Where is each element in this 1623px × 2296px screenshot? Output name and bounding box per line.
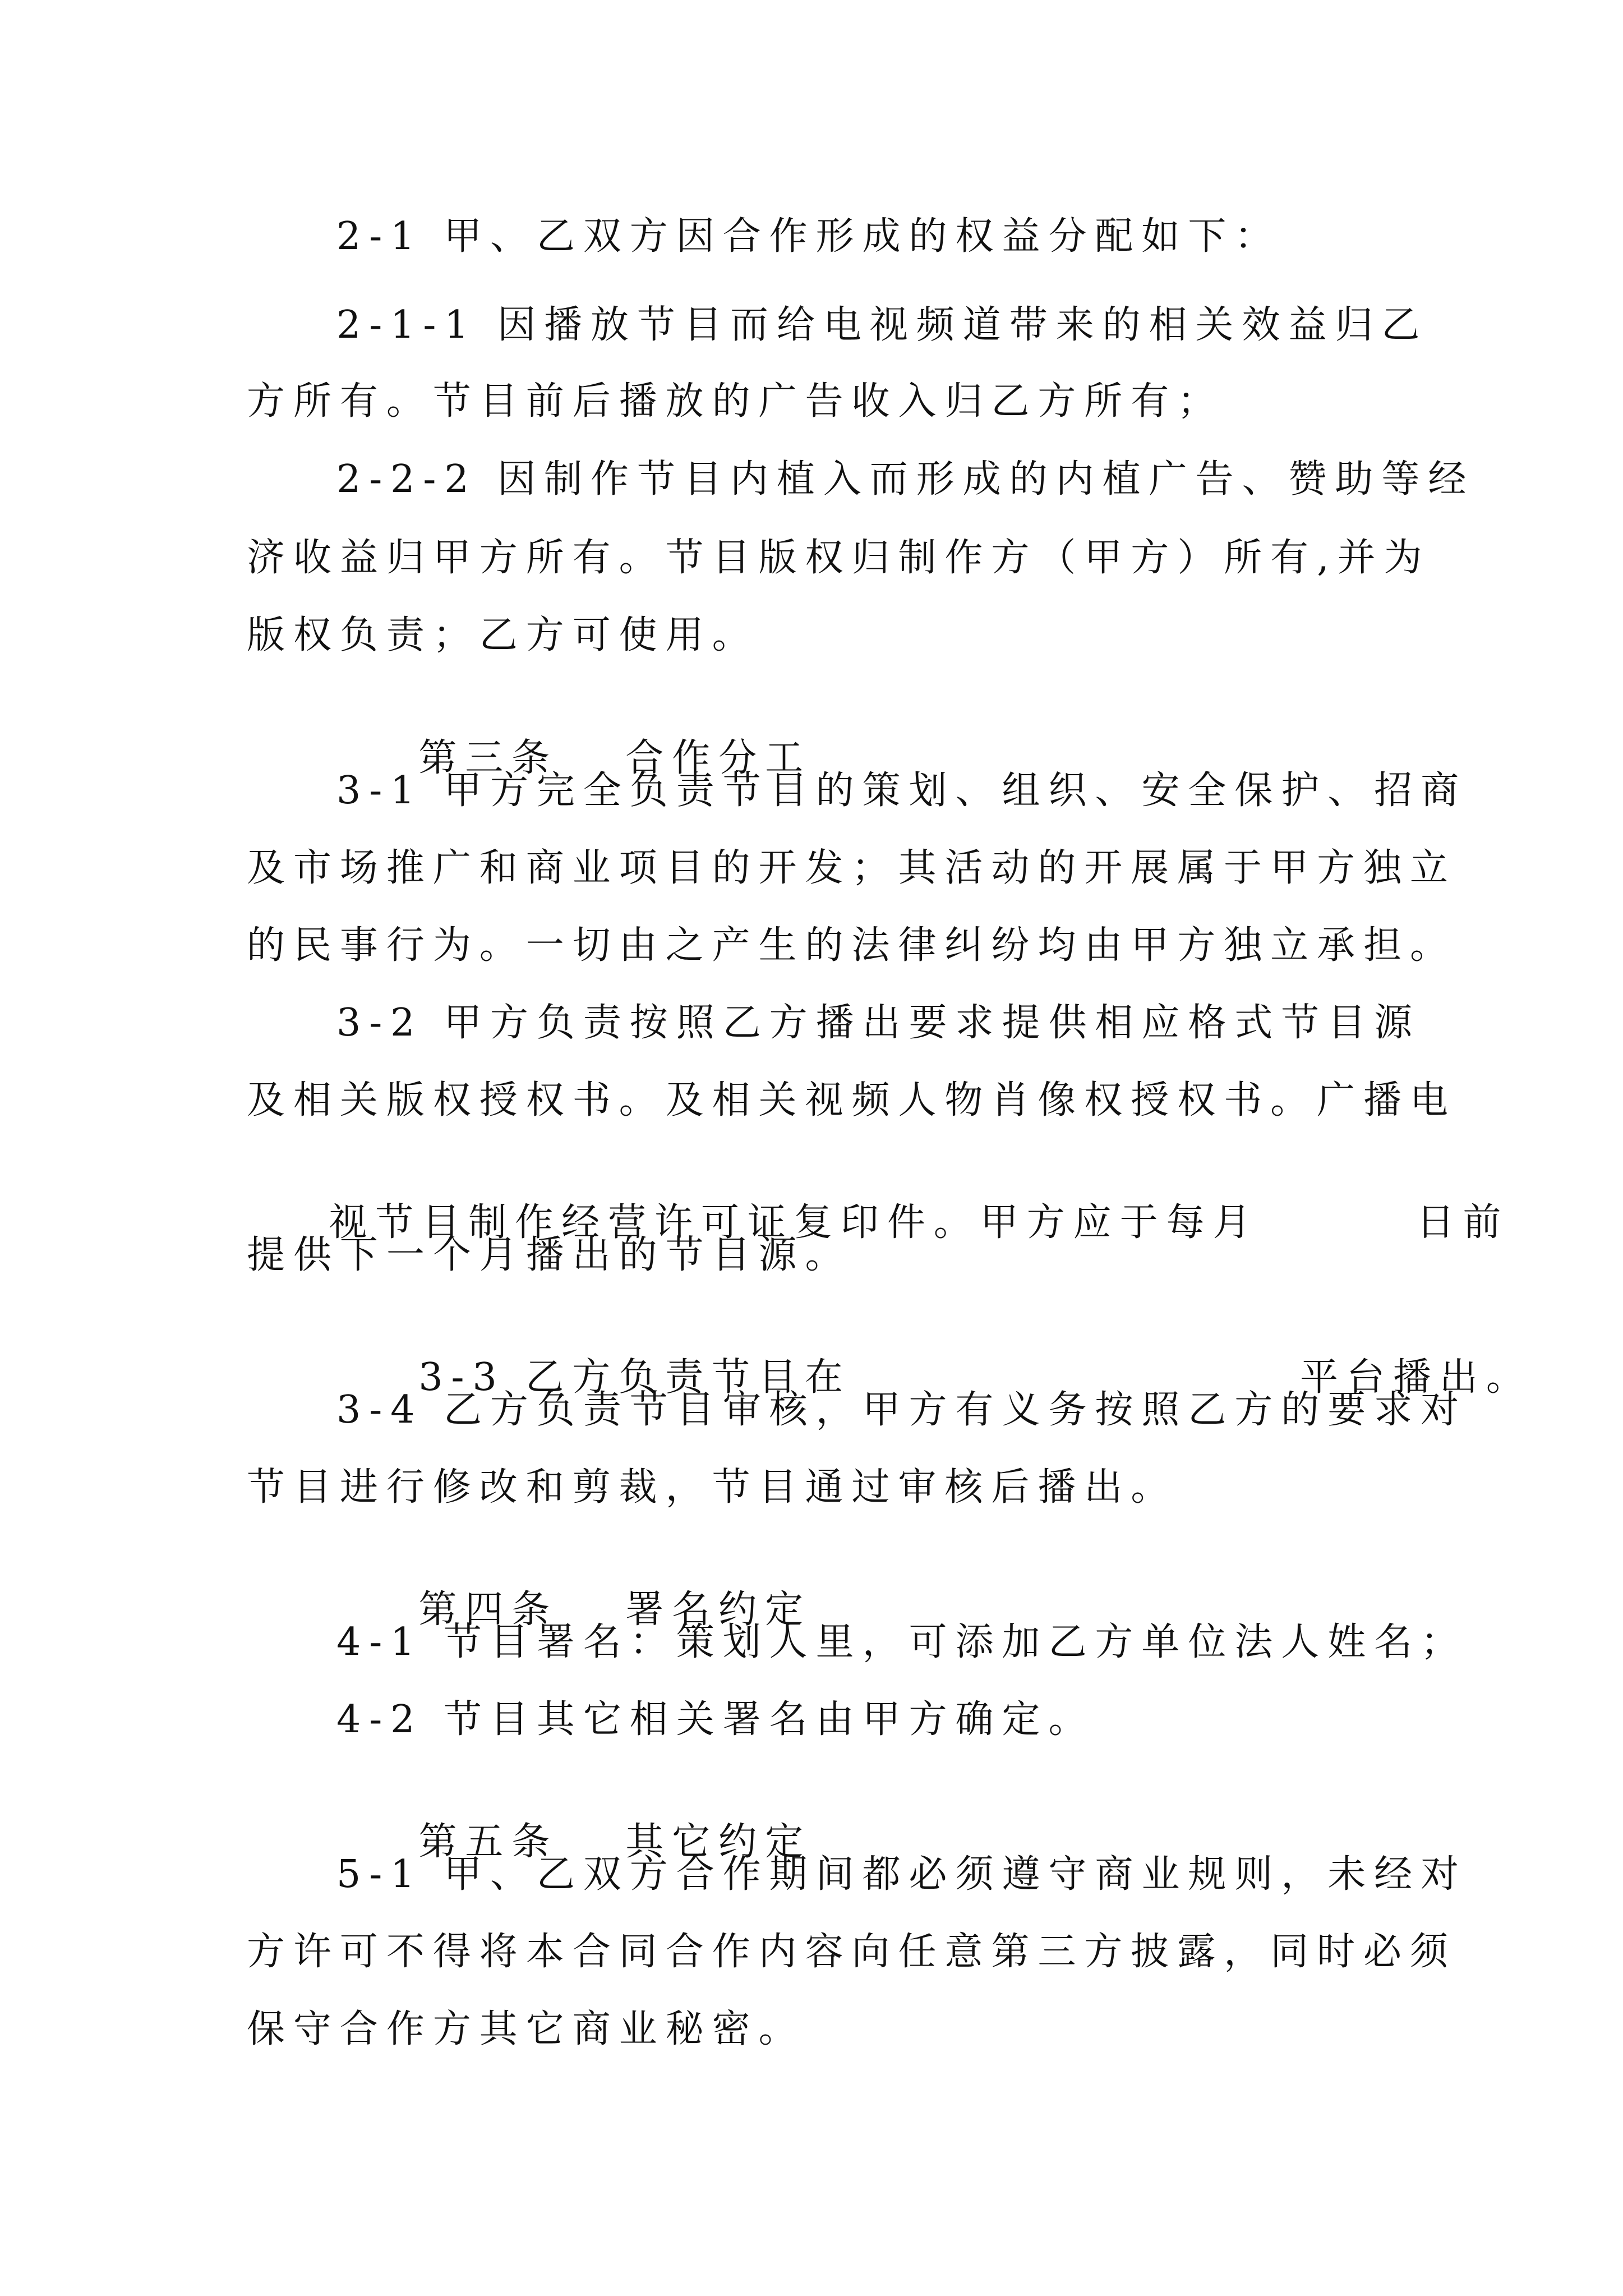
article-4-title: 署名约定 — [625, 1588, 812, 1632]
clause-2-1-1-line-1: 2-1-1 因播放节目而给电视频道带来的相关效益归乙 — [336, 303, 1428, 347]
clause-3-3-text-start: 3-3 乙方负责节目在 — [418, 1355, 851, 1400]
clause-4-1: 4-1 节目署名：策划人里，可添加乙方单位法人姓名； — [336, 1620, 1468, 1664]
clause-2-2-2-line-2: 济收益归甲方所有。节目版权归制作方（甲方）所有,并为 — [247, 536, 1431, 580]
clause-2-1: 2-1 甲、乙双方因合作形成的权益分配如下： — [336, 214, 1281, 259]
clause-2-2-2-line-1: 2-2-2 因制作节目内植入而形成的内植广告、赞助等经 — [336, 457, 1475, 501]
clause-5-1-line-3: 保守合作方其它商业秘密。 — [247, 2007, 805, 2051]
clause-3-2-date-suffix: 日前 — [1416, 1200, 1510, 1245]
clause-3-3-text-end: 平台播出。 — [1300, 1355, 1533, 1400]
clause-3-4-line-2: 节目进行修改和剪裁，节目通过审核后播出。 — [247, 1465, 1178, 1510]
article-3-label: 第三条 — [418, 736, 559, 780]
article-5-title: 其它约定 — [625, 1820, 812, 1864]
clause-3-2-line-2: 及相关版权授权书。及相关视频人物肖像权授权书。广播电 — [247, 1078, 1456, 1122]
article-4-label: 第四条 — [418, 1588, 559, 1632]
clause-3-1-line-2: 及市场推广和商业项目的开发；其活动的开展属于甲方独立 — [247, 846, 1456, 890]
clause-3-1-line-3: 的民事行为。一切由之产生的法律纠纷均由甲方独立承担。 — [247, 923, 1456, 968]
article-3-title: 合作分工 — [625, 736, 812, 780]
clause-3-2-line-4: 提供下一个月播出的节目源。 — [247, 1233, 852, 1277]
clause-5-1-line-2: 方许可不得将本合同合作内容向任意第三方披露，同时必须 — [247, 1930, 1456, 1974]
clause-5-1-line-1: 5-1 甲、乙双方合作期间都必须遵守商业规则，未经对 — [336, 1852, 1468, 1897]
clause-2-2-2-line-3: 版权负责；乙方可使用。 — [247, 613, 759, 657]
article-5-label: 第五条 — [418, 1820, 559, 1864]
clause-3-4-line-1: 3-4 乙方负责节目审核，甲方有义务按照乙方的要求对 — [336, 1388, 1468, 1432]
clause-3-2-line-3-text: 视节目制作经营许可证复印件。甲方应于每月 — [329, 1200, 1260, 1245]
clause-4-2: 4-2 节目其它相关署名由甲方确定。 — [336, 1697, 1095, 1742]
clause-3-1-line-1: 3-1 甲方完全负责节目的策划、组织、安全保护、招商 — [336, 769, 1468, 813]
clause-2-1-1-line-2: 方所有。节目前后播放的广告收入归乙方所有； — [247, 379, 1224, 424]
clause-3-2-line-1: 3-2 甲方负责按照乙方播出要求提供相应格式节目源 — [336, 1001, 1421, 1045]
